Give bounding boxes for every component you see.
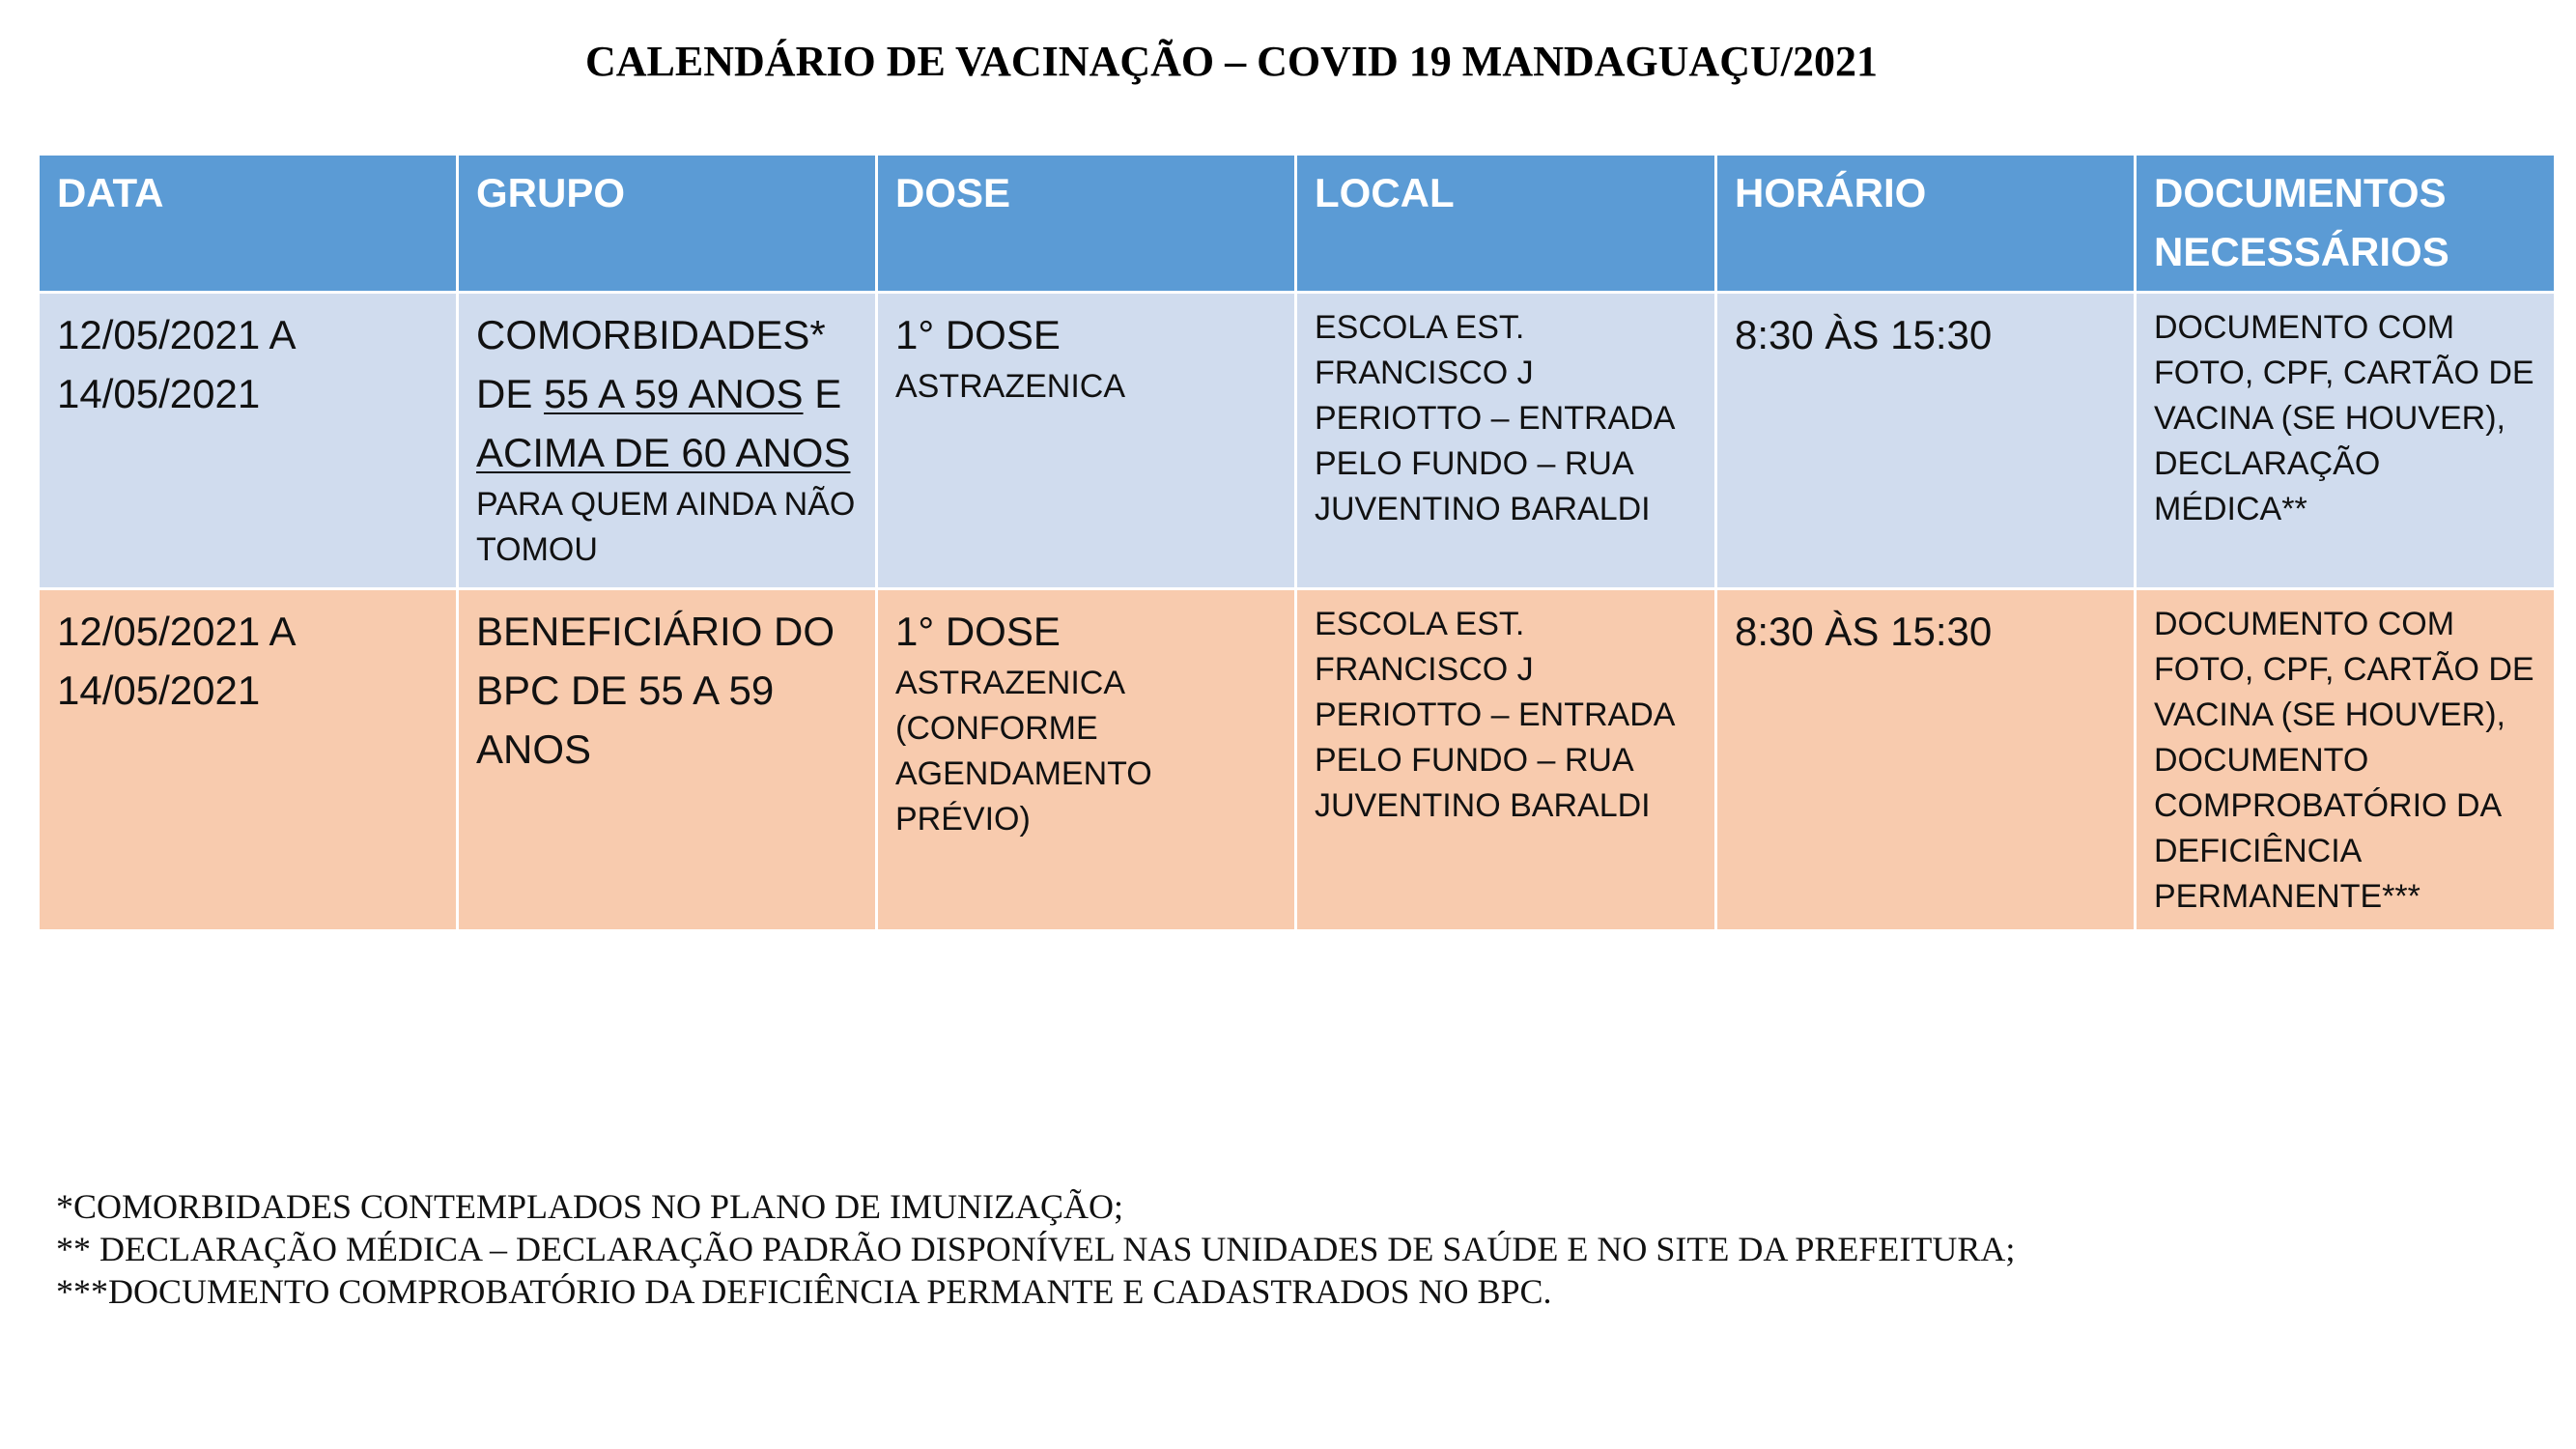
group-age-range: 55 A 59 ANOS	[544, 371, 804, 416]
documents-text: DOCUMENTO COM FOTO, CPF, CARTÃO DE VACINA (SE HOUVER), DECLARAÇÃO MÉDICA**	[2154, 309, 2534, 527]
group-text: BENEFICIÁRIO DO BPC DE 55 A 59 ANOS	[476, 609, 835, 772]
cell-grupo	[458, 589, 877, 931]
table-row	[39, 293, 2556, 589]
cell-dose	[877, 293, 1296, 589]
table-header-row	[39, 155, 2556, 293]
cell-local	[1296, 589, 1716, 931]
date-range: 12/05/2021 A 14/05/2021	[57, 609, 295, 713]
header-horario: HORÁRIO	[1716, 155, 2136, 293]
dose-number: 1° DOSE	[895, 609, 1061, 654]
cell-documentos	[2136, 589, 2556, 931]
location-text: ESCOLA EST. FRANCISCO J PERIOTTO – ENTRADA PELO FUNDO – RUA JUVENTINO BARALDI	[1315, 606, 1674, 824]
cell-horario	[1716, 589, 2136, 931]
date-range: 12/05/2021 A 14/05/2021	[57, 312, 295, 416]
header-data: DATA	[39, 155, 458, 293]
cell-data	[39, 589, 458, 931]
cell-grupo	[458, 293, 877, 589]
page-title: CALENDÁRIO DE VACINAÇÃO – COVID 19 MANDAGUAÇU/2021	[585, 38, 1878, 85]
cell-local	[1296, 293, 1716, 589]
cell-data	[39, 293, 458, 589]
header-documentos: DOCUMENTOS NECESSÁRIOS	[2136, 155, 2556, 293]
group-text: COMORBIDADES* DE	[476, 312, 826, 416]
documents-text: DOCUMENTO COM FOTO, CPF, CARTÃO DE VACINA (SE HOUVER), DOCUMENTO COMPROBATÓRIO DA DEFICIÊNCIA PERMANENTE***	[2154, 606, 2534, 915]
vaccination-schedule-table	[37, 153, 2557, 932]
location-text: ESCOLA EST. FRANCISCO J PERIOTTO – ENTRADA PELO FUNDO – RUA JUVENTINO BARALDI	[1315, 309, 1674, 527]
table-row	[39, 589, 2556, 931]
footnote-comorbidades: *COMORBIDADES CONTEMPLADOS NO PLANO DE IMUNIZAÇÃO;	[56, 1187, 1124, 1226]
time-range: 8:30 ÀS 15:30	[1735, 609, 1993, 654]
group-note: PARA QUEM AINDA NÃO TOMOU	[476, 486, 856, 568]
group-text-connector: E	[803, 371, 842, 416]
dose-number: 1° DOSE	[895, 312, 1061, 357]
footnotes	[56, 1185, 2015, 1313]
vaccine-name: ASTRAZENICA	[895, 368, 1126, 405]
cell-dose	[877, 589, 1296, 931]
cell-horario	[1716, 293, 2136, 589]
group-age-over-60: ACIMA DE 60 ANOS	[476, 430, 851, 475]
header-grupo: GRUPO	[458, 155, 877, 293]
vaccine-name: ASTRAZENICA (CONFORME AGENDAMENTO PRÉVIO)	[895, 665, 1152, 838]
header-dose: DOSE	[877, 155, 1296, 293]
footnote-declaracao-medica: ** DECLARAÇÃO MÉDICA – DECLARAÇÃO PADRÃO DISPONÍVEL NAS UNIDADES DE SAÚDE E NO SITE DA PREFEITURA;	[56, 1230, 2016, 1268]
header-local: LOCAL	[1296, 155, 1716, 293]
cell-documentos	[2136, 293, 2556, 589]
time-range: 8:30 ÀS 15:30	[1735, 312, 1993, 357]
footnote-documento-comprobatorio: ***DOCUMENTO COMPROBATÓRIO DA DEFICIÊNCIA PERMANTE E CADASTRADOS NO BPC.	[56, 1272, 1552, 1311]
